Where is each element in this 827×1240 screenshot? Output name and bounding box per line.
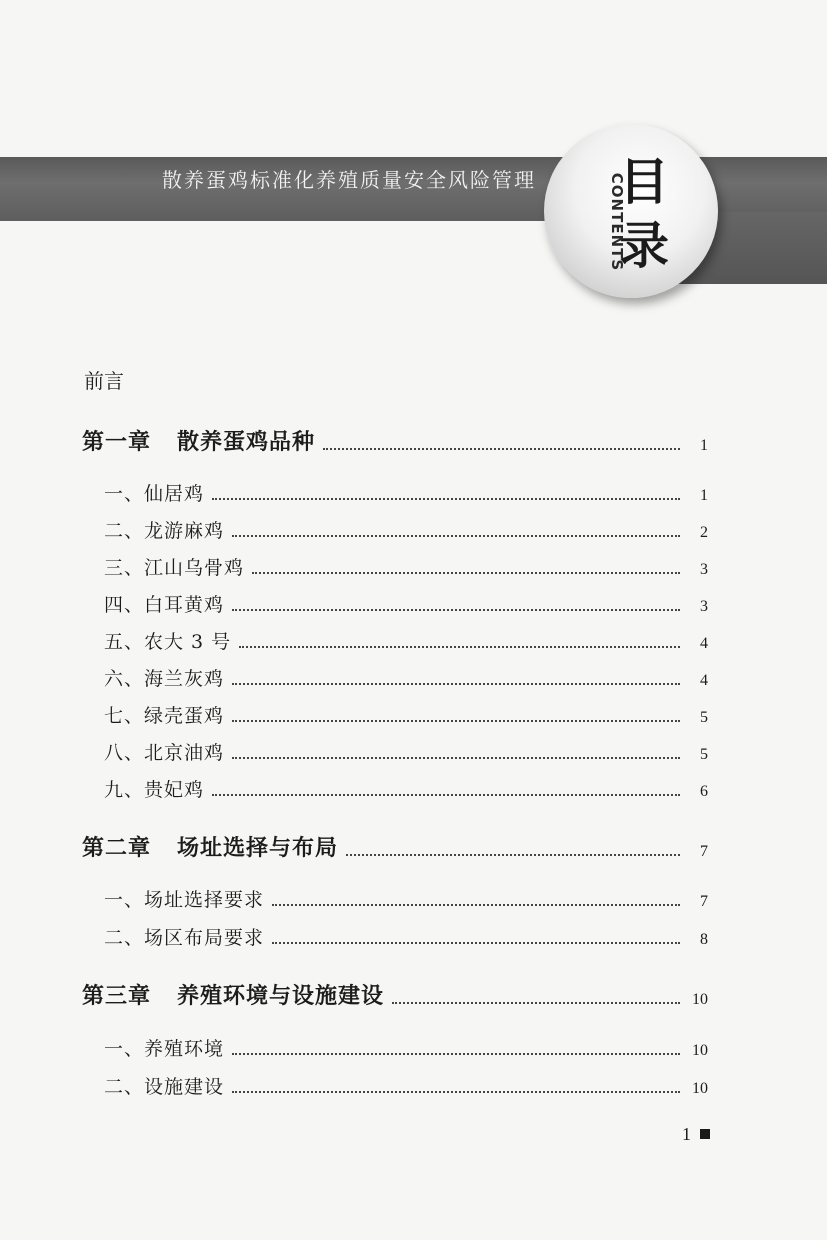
dot-leader <box>392 1002 680 1004</box>
toc-section[interactable] <box>104 515 708 543</box>
page-ref: 3 <box>700 561 708 578</box>
chapter-title: 养殖环境与设施建设 <box>177 984 385 1009</box>
toc-section[interactable] <box>104 884 708 912</box>
toc-chapter-3[interactable] <box>82 978 708 1010</box>
toc-section[interactable] <box>104 589 708 617</box>
toc-section[interactable] <box>104 1033 708 1061</box>
dot-leader <box>272 942 680 944</box>
page-ref: 3 <box>700 598 708 615</box>
section-title: 三、江山乌骨鸡 <box>104 557 245 579</box>
toc-section[interactable] <box>104 700 708 728</box>
dot-leader <box>323 448 680 450</box>
chapter-title: 场址选择与布局 <box>177 836 339 861</box>
toc-title-english: CONTENTS <box>608 172 626 272</box>
toc-section[interactable] <box>104 922 708 950</box>
section-title: 二、龙游麻鸡 <box>104 520 225 542</box>
section-title: 一、场址选择要求 <box>104 889 265 911</box>
toc-section[interactable] <box>104 737 708 765</box>
section-title: 六、海兰灰鸡 <box>104 668 225 690</box>
book-title: 散养蛋鸡标准化养殖质量安全风险管理 <box>162 168 536 192</box>
dot-leader <box>239 646 680 648</box>
section-title: 七、绿壳蛋鸡 <box>104 705 225 727</box>
section-title: 二、设施建设 <box>104 1076 225 1098</box>
dot-leader <box>252 572 680 574</box>
page-ref: 4 <box>700 672 708 689</box>
dot-leader <box>232 609 680 611</box>
dot-leader <box>232 757 680 759</box>
dot-leader <box>232 720 680 722</box>
toc-title-top: 目 <box>619 153 669 211</box>
toc-section[interactable] <box>104 663 708 691</box>
dot-leader <box>232 1053 680 1055</box>
section-title: 一、仙居鸡 <box>104 483 205 505</box>
page-number: 1 <box>682 1124 691 1144</box>
section-title: 四、白耳黄鸡 <box>104 594 225 616</box>
dot-leader <box>212 794 680 796</box>
square-icon <box>700 1129 710 1139</box>
page-ref: 10 <box>692 1080 708 1097</box>
section-title: 二、场区布局要求 <box>104 927 265 949</box>
chapter-number: 第二章 <box>82 836 152 861</box>
toc-chapter-2[interactable] <box>82 830 708 862</box>
page-ref: 1 <box>700 487 708 504</box>
dot-leader <box>346 854 680 856</box>
page-ref: 10 <box>692 1042 708 1059</box>
dot-leader <box>232 1091 680 1093</box>
preface-entry[interactable]: 前言 <box>84 369 124 393</box>
page-ref: 5 <box>700 709 708 726</box>
dot-leader <box>232 535 680 537</box>
page-ref: 5 <box>700 746 708 763</box>
toc-section[interactable] <box>104 552 708 580</box>
toc-section[interactable] <box>104 774 708 802</box>
dot-leader <box>212 498 680 500</box>
page-ref: 6 <box>700 783 708 800</box>
toc-chapter-1[interactable] <box>82 424 708 456</box>
chapter-title: 散养蛋鸡品种 <box>177 430 316 455</box>
page-ref: 8 <box>700 931 708 948</box>
page-ref: 10 <box>692 991 708 1008</box>
page-ref: 7 <box>700 843 708 860</box>
page-ref: 1 <box>700 437 708 454</box>
toc-section[interactable] <box>104 626 708 654</box>
toc-section[interactable] <box>104 1071 708 1099</box>
dot-leader <box>272 904 680 906</box>
page-ref: 2 <box>700 524 708 541</box>
toc-section[interactable] <box>104 478 708 506</box>
page-ref: 7 <box>700 893 708 910</box>
section-title: 一、养殖环境 <box>104 1038 225 1060</box>
chapter-number: 第三章 <box>82 984 152 1009</box>
section-title: 八、北京油鸡 <box>104 742 225 764</box>
section-title: 九、贵妃鸡 <box>104 779 205 801</box>
section-title: 五、农大 3 号 <box>104 631 232 653</box>
dot-leader <box>232 683 680 685</box>
chapter-number: 第一章 <box>82 430 152 455</box>
page-ref: 4 <box>700 635 708 652</box>
toc-title-bottom: 录 <box>619 217 669 275</box>
